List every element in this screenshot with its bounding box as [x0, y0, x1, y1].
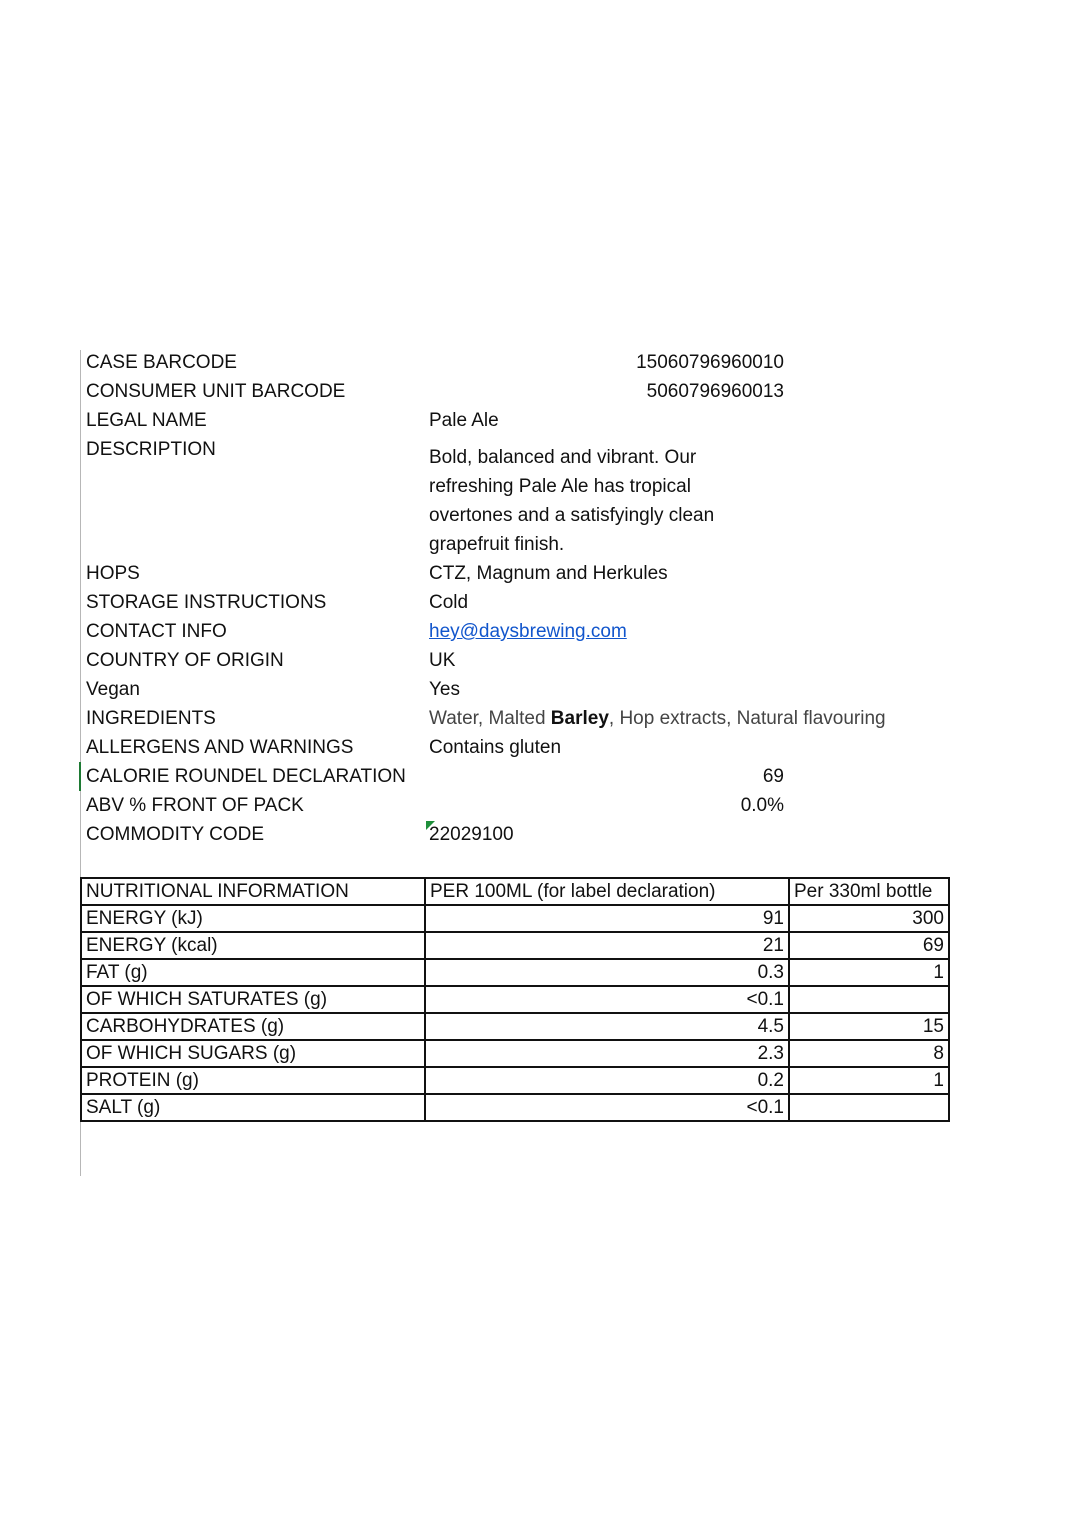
nutrient-name[interactable]: FAT (g) — [81, 959, 425, 986]
description-line[interactable]: Bold, balanced and vibrant. Our — [429, 447, 697, 468]
per-100ml-value[interactable]: <0.1 — [425, 986, 789, 1013]
label-allergens-and-warnings: ALLERGENS AND WARNINGS — [86, 737, 354, 758]
per-100ml-value[interactable]: 0.3 — [425, 959, 789, 986]
value-ingredients[interactable] — [429, 704, 886, 733]
table-row — [81, 932, 949, 959]
value-case-barcode[interactable]: 15060796960010 — [636, 352, 784, 373]
value-abv-front-of-pack[interactable]: 0.0% — [740, 795, 784, 816]
description-line[interactable]: refreshing Pale Ale has tropical — [429, 476, 691, 497]
per-330ml-value[interactable]: 8 — [789, 1040, 949, 1067]
per-330ml-value[interactable] — [789, 1094, 949, 1121]
nutrition-header-row — [81, 878, 949, 905]
per-100ml-value[interactable]: 21 — [425, 932, 789, 959]
per-330ml-value[interactable] — [789, 986, 949, 1013]
per-330ml-value[interactable]: 300 — [789, 905, 949, 932]
nutrient-name[interactable]: CARBOHYDRATES (g) — [81, 1013, 425, 1040]
nutrient-name[interactable]: ENERGY (kJ) — [81, 905, 425, 932]
per-330ml-value[interactable]: 1 — [789, 1067, 949, 1094]
value-allergens-and-warnings[interactable]: Contains gluten — [429, 737, 562, 758]
per-100ml-value[interactable]: 0.2 — [425, 1067, 789, 1094]
nutrient-name[interactable]: SALT (g) — [81, 1094, 425, 1121]
table-row — [81, 905, 949, 932]
nutrient-name[interactable]: OF WHICH SUGARS (g) — [81, 1040, 425, 1067]
value-storage-instructions[interactable]: Cold — [429, 592, 469, 613]
value-country-of-origin[interactable]: UK — [429, 650, 456, 671]
description-line[interactable]: overtones and a satisfyingly clean — [429, 505, 715, 526]
label-legal-name: LEGAL NAME — [86, 410, 207, 431]
table-row — [81, 1040, 949, 1067]
label-vegan: Vegan — [86, 679, 140, 700]
table-row — [81, 1013, 949, 1040]
label-hops: HOPS — [86, 563, 140, 584]
contact-email-link[interactable]: hey@daysbrewing.com — [429, 621, 627, 642]
per-100ml-value[interactable]: 2.3 — [425, 1040, 789, 1067]
value-calorie-roundel[interactable]: 69 — [762, 766, 784, 787]
label-ingredients: INGREDIENTS — [86, 708, 216, 729]
label-case-barcode: CASE BARCODE — [86, 352, 237, 373]
value-legal-name[interactable]: Pale Ale — [429, 410, 499, 431]
description-line[interactable]: grapefruit finish. — [429, 534, 565, 555]
value-hops[interactable]: CTZ, Magnum and Herkules — [429, 563, 668, 584]
selected-cell-marker — [79, 762, 81, 791]
per-330ml-value[interactable]: 69 — [789, 932, 949, 959]
nutrient-name[interactable]: ENERGY (kcal) — [81, 932, 425, 959]
per-100ml-value[interactable]: 91 — [425, 905, 789, 932]
header-per-330ml[interactable]: Per 330ml bottle — [789, 878, 949, 905]
label-storage-instructions: STORAGE INSTRUCTIONS — [86, 592, 327, 613]
table-row — [81, 1067, 949, 1094]
ingredients-part: , Hop extracts, Natural flavouring — [608, 708, 886, 729]
label-contact-info: CONTACT INFO — [86, 621, 227, 642]
per-100ml-value[interactable]: 4.5 — [425, 1013, 789, 1040]
table-row — [81, 986, 949, 1013]
header-per-100ml[interactable]: PER 100ML (for label declaration) — [425, 878, 789, 905]
per-330ml-value[interactable]: 15 — [789, 1013, 949, 1040]
label-abv-front-of-pack: ABV % FRONT OF PACK — [86, 795, 304, 816]
value-commodity-code[interactable]: 22029100 — [429, 824, 514, 845]
label-commodity-code: COMMODITY CODE — [86, 824, 265, 845]
nutrition-table — [80, 877, 950, 1122]
ingredients-part: Water, Malted — [429, 708, 551, 729]
table-row — [81, 959, 949, 986]
ingredients-allergen-bold: Barley — [550, 708, 609, 729]
header-nutritional-information[interactable]: NUTRITIONAL INFORMATION — [81, 878, 425, 905]
nutrient-name[interactable]: OF WHICH SATURATES (g) — [81, 986, 425, 1013]
label-calorie-roundel: CALORIE ROUNDEL DECLARATION — [86, 766, 406, 787]
value-vegan[interactable]: Yes — [429, 679, 460, 700]
table-row — [81, 1094, 949, 1121]
value-consumer-unit-barcode[interactable]: 5060796960013 — [646, 381, 784, 402]
label-country-of-origin: COUNTRY OF ORIGIN — [86, 650, 284, 671]
per-100ml-value[interactable]: <0.1 — [425, 1094, 789, 1121]
label-description: DESCRIPTION — [86, 439, 216, 460]
nutrient-name[interactable]: PROTEIN (g) — [81, 1067, 425, 1094]
per-330ml-value[interactable]: 1 — [789, 959, 949, 986]
label-consumer-unit-barcode: CONSUMER UNIT BARCODE — [86, 381, 346, 402]
